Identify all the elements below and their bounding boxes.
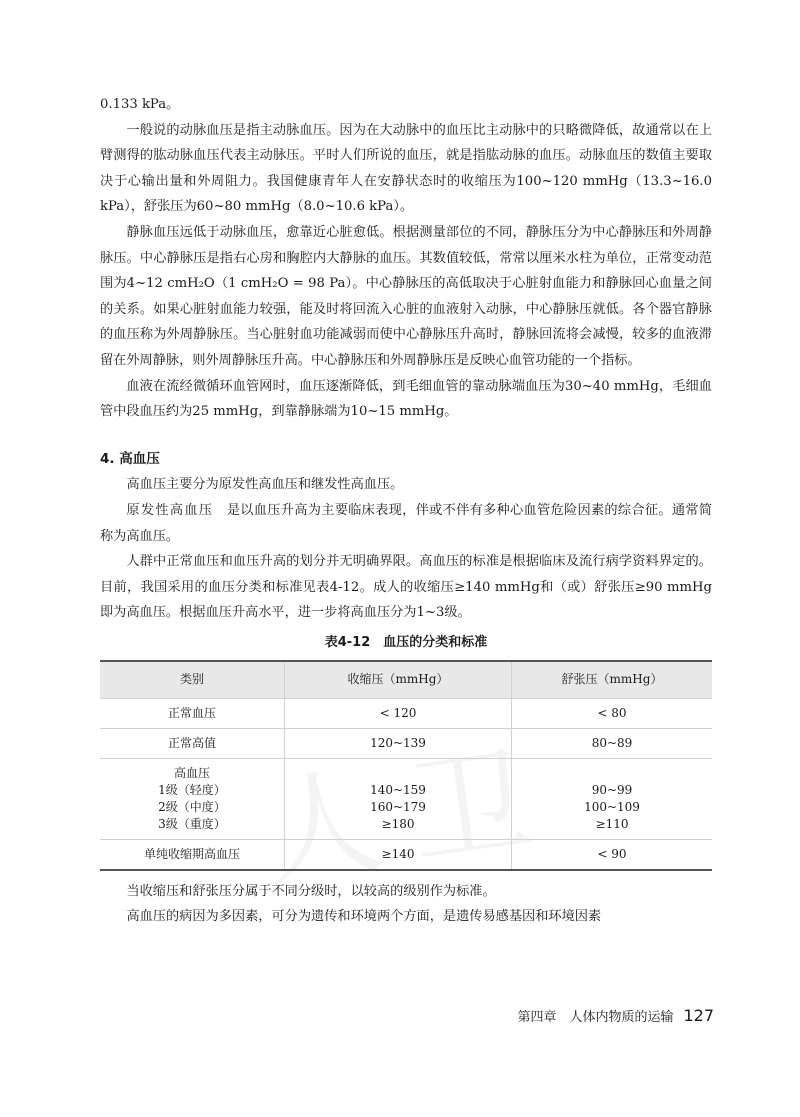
table-cell: ≥140 (285, 839, 512, 870)
table-cell: < 90 (512, 839, 713, 870)
term: 原发性高血压 (126, 502, 214, 518)
table-header-cell: 收缩压（mmHg） (285, 661, 512, 699)
table-row (100, 728, 712, 758)
table-cell: 正常高值 (100, 728, 285, 758)
term-definition (100, 498, 712, 549)
table-cell: 120~139 (285, 728, 512, 758)
table-row (100, 698, 712, 728)
page-body (100, 92, 712, 930)
table-cell: < 120 (285, 698, 512, 728)
table-header-cell: 舒张压（mmHg） (512, 661, 713, 699)
table-row (100, 758, 712, 839)
paragraph: 当收缩压和舒张压分属于不同分级时，以较高的级别作为标准。 (126, 883, 496, 899)
page-number: 127 (683, 1006, 714, 1025)
table-cell: 90~99 100~109 ≥110 (512, 758, 713, 839)
bp-classification-table (100, 660, 712, 871)
paragraph: 一般说的动脉血压是指主动脉血压。因为在大动脉中的血压比主动脉中的只略微降低，故通常以在上臂测得的肱动脉血压代表主动脉压。平时人们所说的血压，就是指肱动脉的血压。动脉血压的数值主要取决于心输出量和外周阻力。我国健康青年人在安静状态时的收缩压为100~120 mmHg（13.3~16.0 kPa），舒张压为60~80 mmHg（8.0~10.6 kPa）。 (100, 122, 712, 215)
paragraph: 人群中正常血压和血压升高的划分并无明确界限。高血压的标准是根据临床及流行病学资料界定的。目前，我国采用的血压分类和标准见表4-12。成人的收缩压≥140 mmHg和（或）舒张压≥90 mmHg即为高血压。根据血压升高水平，进一步将高血压分为1~3级。 (100, 554, 712, 621)
paragraph: 高血压主要分为原发性高血压和继发性高血压。 (126, 477, 404, 493)
table-caption: 表4-12 血压的分类和标准 (324, 634, 488, 650)
term-definition-text: 是以血压升高为主要临床表现，伴或不伴有多种心血管危险因素的综合征。通常简称为高血压。 (100, 502, 713, 544)
table-cell: 140~159 160~179 ≥180 (285, 758, 512, 839)
chapter-title: 第四章 人体内物质的运输 (517, 1010, 674, 1025)
page-footer (517, 1006, 714, 1025)
table-cell: 单纯收缩期高血压 (100, 839, 285, 870)
paragraph: 血液在流经微循环血管网时，血压逐渐降低，到毛细血管的靠动脉端血压为30~40 mmHg，毛细血管中段血压约为25 mmHg，到靠静脉端为10~15 mmHg。 (100, 378, 712, 420)
paragraph: 静脉血压远低于动脉血压，愈靠近心脏愈低。根据测量部位的不同，静脉压分为中心静脉压和外周静脉压。中心静脉压是指右心房和胸腔内大静脉的血压。其数值较低，常常以厘米水柱为单位，正常变动范围为4~12 cmH₂O（1 cmH₂O = 98 Pa）。中心静脉压的高低取决于心脏射血能力和静脉回心血量之间的关系。如果心脏射血能力较强，能及时将回流入心脏的血液射入动脉，中心静脉压就低。各个器官静脉的血压称为外周静脉压。当心脏射血功能减弱而使中心静脉压升高时，静脉回流将会减慢，较多的血液滞留在外周静脉，则外周静脉压升高。中心静脉压和外周静脉压是反映心血管功能的一个指标。 (100, 224, 712, 368)
table-cell: 正常血压 (100, 698, 285, 728)
paragraph: 高血压的病因为多因素，可分为遗传和环境两个方面，是遗传易感基因和环境因素 (126, 909, 602, 925)
paragraph: 0.133 kPa。 (100, 97, 180, 112)
section-heading: 4. 高血压 (100, 450, 160, 467)
table-cell: < 80 (512, 698, 713, 728)
table-cell: 高血压 1级（轻度） 2级（中度） 3级（重度） (100, 758, 285, 839)
table-header-row (100, 661, 712, 699)
table-header-cell: 类别 (100, 661, 285, 699)
table-row (100, 839, 712, 870)
table-cell: 80~89 (512, 728, 713, 758)
